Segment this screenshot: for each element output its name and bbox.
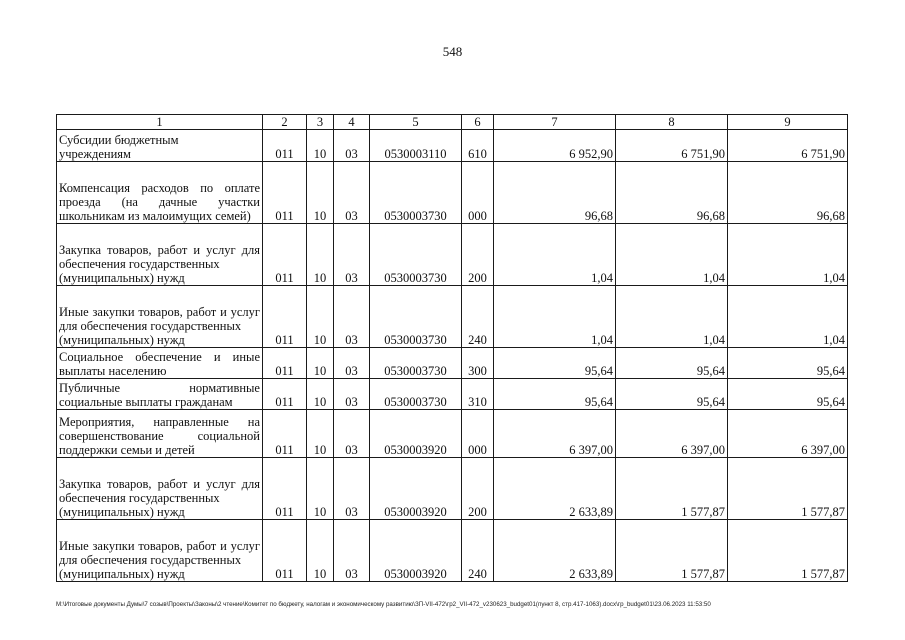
table-row	[57, 379, 848, 410]
row-name: Публичные нормативные социальные выплаты гражданам	[57, 379, 263, 410]
table-body	[57, 130, 848, 582]
cell-expense-type: 300	[462, 348, 494, 379]
table-header	[57, 115, 848, 130]
cell-ministry-code: 011	[263, 348, 307, 379]
table-row	[57, 458, 848, 520]
table-row	[57, 130, 848, 162]
cell-subsection: 03	[334, 162, 370, 224]
column-header-5: 5	[370, 115, 462, 130]
cell-amount-col9: 95,64	[728, 348, 848, 379]
column-header-7: 7	[494, 115, 616, 130]
cell-amount-col7: 1,04	[494, 286, 616, 348]
cell-amount-col8: 1,04	[616, 224, 728, 286]
cell-target-article: 0530003730	[370, 162, 462, 224]
cell-section: 10	[307, 224, 334, 286]
cell-amount-col7: 95,64	[494, 348, 616, 379]
cell-amount-col7: 2 633,89	[494, 458, 616, 520]
cell-expense-type: 240	[462, 286, 494, 348]
cell-section: 10	[307, 286, 334, 348]
cell-ministry-code: 011	[263, 520, 307, 582]
column-header-6: 6	[462, 115, 494, 130]
cell-subsection: 03	[334, 410, 370, 458]
cell-section: 10	[307, 410, 334, 458]
table-row	[57, 162, 848, 224]
cell-subsection: 03	[334, 224, 370, 286]
cell-ministry-code: 011	[263, 224, 307, 286]
column-header-9: 9	[728, 115, 848, 130]
table-row	[57, 224, 848, 286]
cell-amount-col7: 2 633,89	[494, 520, 616, 582]
cell-amount-col7: 1,04	[494, 224, 616, 286]
column-header-1: 1	[57, 115, 263, 130]
cell-amount-col8: 1 577,87	[616, 458, 728, 520]
cell-target-article: 0530003920	[370, 410, 462, 458]
cell-amount-col7: 96,68	[494, 162, 616, 224]
row-name: Компенсация расходов по оплате проезда (на дачные участки школьникам из малоимущих семей)	[57, 162, 263, 224]
cell-target-article: 0530003730	[370, 224, 462, 286]
cell-subsection: 03	[334, 130, 370, 162]
cell-amount-col9: 6 751,90	[728, 130, 848, 162]
cell-amount-col8: 1 577,87	[616, 520, 728, 582]
document-path-footer: M:\Итоговые документы Думы\7 созыв\Проекты\Законы\2 чтение\Комитет по бюджету, налогам и экономическому развитию\ЗП-VII-472\гр2_VII-472_v230623_budget01(пункт 8, стр.417-1063).docx\гр_budget01\23.06.2023 11:53:50	[56, 601, 711, 608]
cell-target-article: 0530003920	[370, 520, 462, 582]
cell-amount-col8: 6 397,00	[616, 410, 728, 458]
table-row	[57, 286, 848, 348]
cell-section: 10	[307, 379, 334, 410]
cell-amount-col7: 6 397,00	[494, 410, 616, 458]
cell-amount-col7: 6 952,90	[494, 130, 616, 162]
column-header-2: 2	[263, 115, 307, 130]
cell-amount-col8: 1,04	[616, 286, 728, 348]
cell-target-article: 0530003730	[370, 379, 462, 410]
cell-section: 10	[307, 458, 334, 520]
cell-target-article: 0530003920	[370, 458, 462, 520]
cell-ministry-code: 011	[263, 410, 307, 458]
cell-amount-col9: 1 577,87	[728, 458, 848, 520]
cell-expense-type: 000	[462, 162, 494, 224]
cell-amount-col9: 96,68	[728, 162, 848, 224]
cell-subsection: 03	[334, 458, 370, 520]
table-row	[57, 520, 848, 582]
cell-amount-col7: 95,64	[494, 379, 616, 410]
cell-amount-col9: 95,64	[728, 379, 848, 410]
cell-expense-type: 000	[462, 410, 494, 458]
cell-section: 10	[307, 162, 334, 224]
cell-ministry-code: 011	[263, 379, 307, 410]
cell-target-article: 0530003730	[370, 286, 462, 348]
row-name: Субсидии бюджетным учреждениям	[57, 130, 263, 162]
cell-ministry-code: 011	[263, 458, 307, 520]
row-name: Иные закупки товаров, работ и услуг для обеспечения государственных (муниципальных) нужд	[57, 286, 263, 348]
budget-table	[56, 114, 848, 582]
cell-subsection: 03	[334, 379, 370, 410]
cell-subsection: 03	[334, 286, 370, 348]
header-row	[57, 115, 848, 130]
cell-amount-col8: 95,64	[616, 348, 728, 379]
cell-expense-type: 310	[462, 379, 494, 410]
row-name: Мероприятия, направленные на совершенствование социальной поддержки семьи и детей	[57, 410, 263, 458]
cell-section: 10	[307, 130, 334, 162]
column-header-4: 4	[334, 115, 370, 130]
cell-expense-type: 610	[462, 130, 494, 162]
column-header-8: 8	[616, 115, 728, 130]
cell-amount-col8: 96,68	[616, 162, 728, 224]
cell-expense-type: 240	[462, 520, 494, 582]
cell-amount-col8: 6 751,90	[616, 130, 728, 162]
cell-amount-col9: 1,04	[728, 224, 848, 286]
row-name: Иные закупки товаров, работ и услуг для обеспечения государственных (муниципальных) нужд	[57, 520, 263, 582]
cell-ministry-code: 011	[263, 130, 307, 162]
cell-expense-type: 200	[462, 458, 494, 520]
cell-subsection: 03	[334, 348, 370, 379]
cell-section: 10	[307, 520, 334, 582]
row-name: Закупка товаров, работ и услуг для обеспечения государственных (муниципальных) нужд	[57, 458, 263, 520]
cell-amount-col9: 1 577,87	[728, 520, 848, 582]
cell-amount-col9: 6 397,00	[728, 410, 848, 458]
row-name: Закупка товаров, работ и услуг для обеспечения государственных (муниципальных) нужд	[57, 224, 263, 286]
column-header-3: 3	[307, 115, 334, 130]
cell-target-article: 0530003730	[370, 348, 462, 379]
cell-section: 10	[307, 348, 334, 379]
row-name: Социальное обеспечение и иные выплаты населению	[57, 348, 263, 379]
cell-target-article: 0530003110	[370, 130, 462, 162]
cell-expense-type: 200	[462, 224, 494, 286]
cell-ministry-code: 011	[263, 162, 307, 224]
cell-ministry-code: 011	[263, 286, 307, 348]
table-row	[57, 410, 848, 458]
cell-amount-col9: 1,04	[728, 286, 848, 348]
cell-amount-col8: 95,64	[616, 379, 728, 410]
page-number: 548	[442, 44, 463, 59]
cell-subsection: 03	[334, 520, 370, 582]
table-row	[57, 348, 848, 379]
